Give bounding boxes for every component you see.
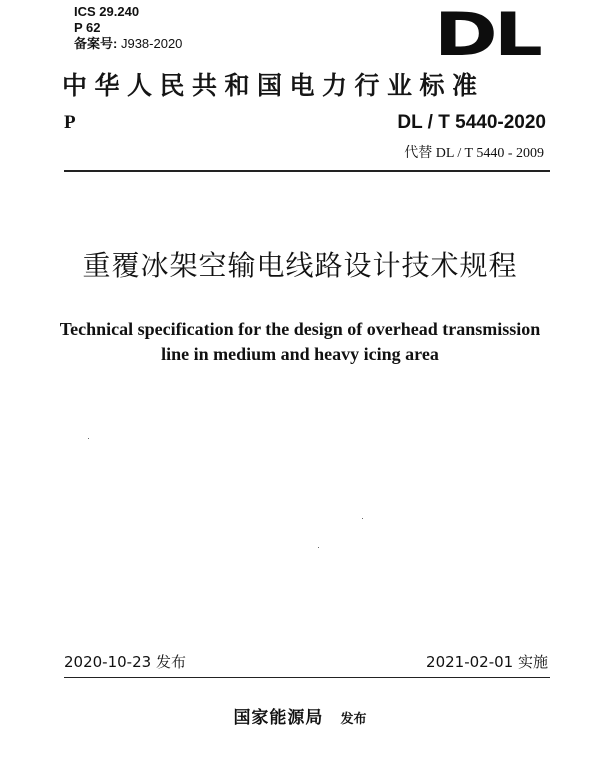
header-divider (64, 170, 550, 172)
scan-speck (318, 547, 319, 548)
title-english (0, 317, 600, 367)
issuing-authority (0, 703, 600, 728)
title-chinese: 重覆冰架空输电线路设计技术规程 (82, 249, 518, 282)
record-number (74, 36, 182, 52)
document-metadata (74, 4, 182, 52)
replaces-standard: 代替 DL / T 5440 - 2009 (404, 146, 544, 161)
scan-speck (362, 518, 363, 519)
implementation-date: 2021-02-01 实施 (426, 653, 548, 671)
organization-title: 中华人民共和国电力行业标准 (62, 71, 485, 100)
category-code: P 62 (74, 20, 101, 35)
issue-date: 2020-10-23 发布 (64, 653, 186, 671)
classification-code: P (64, 112, 76, 133)
dl-logo: DL (434, 0, 540, 70)
issuer-action: 发布 (340, 712, 367, 727)
title-english-line-1: Technical specification for the design of overhead transmission (59, 319, 541, 339)
ics-code: ICS 29.240 (74, 4, 140, 19)
standard-number: DL / T 5440-2020 (397, 112, 546, 133)
scan-speck (88, 438, 89, 439)
record-value: J938-2020 (120, 36, 183, 51)
footer-divider (64, 677, 550, 678)
issuer-name: 国家能源局 (233, 708, 324, 728)
title-english-line-2: line in medium and heavy icing area (161, 344, 439, 364)
record-label: 备案号: (74, 36, 118, 51)
